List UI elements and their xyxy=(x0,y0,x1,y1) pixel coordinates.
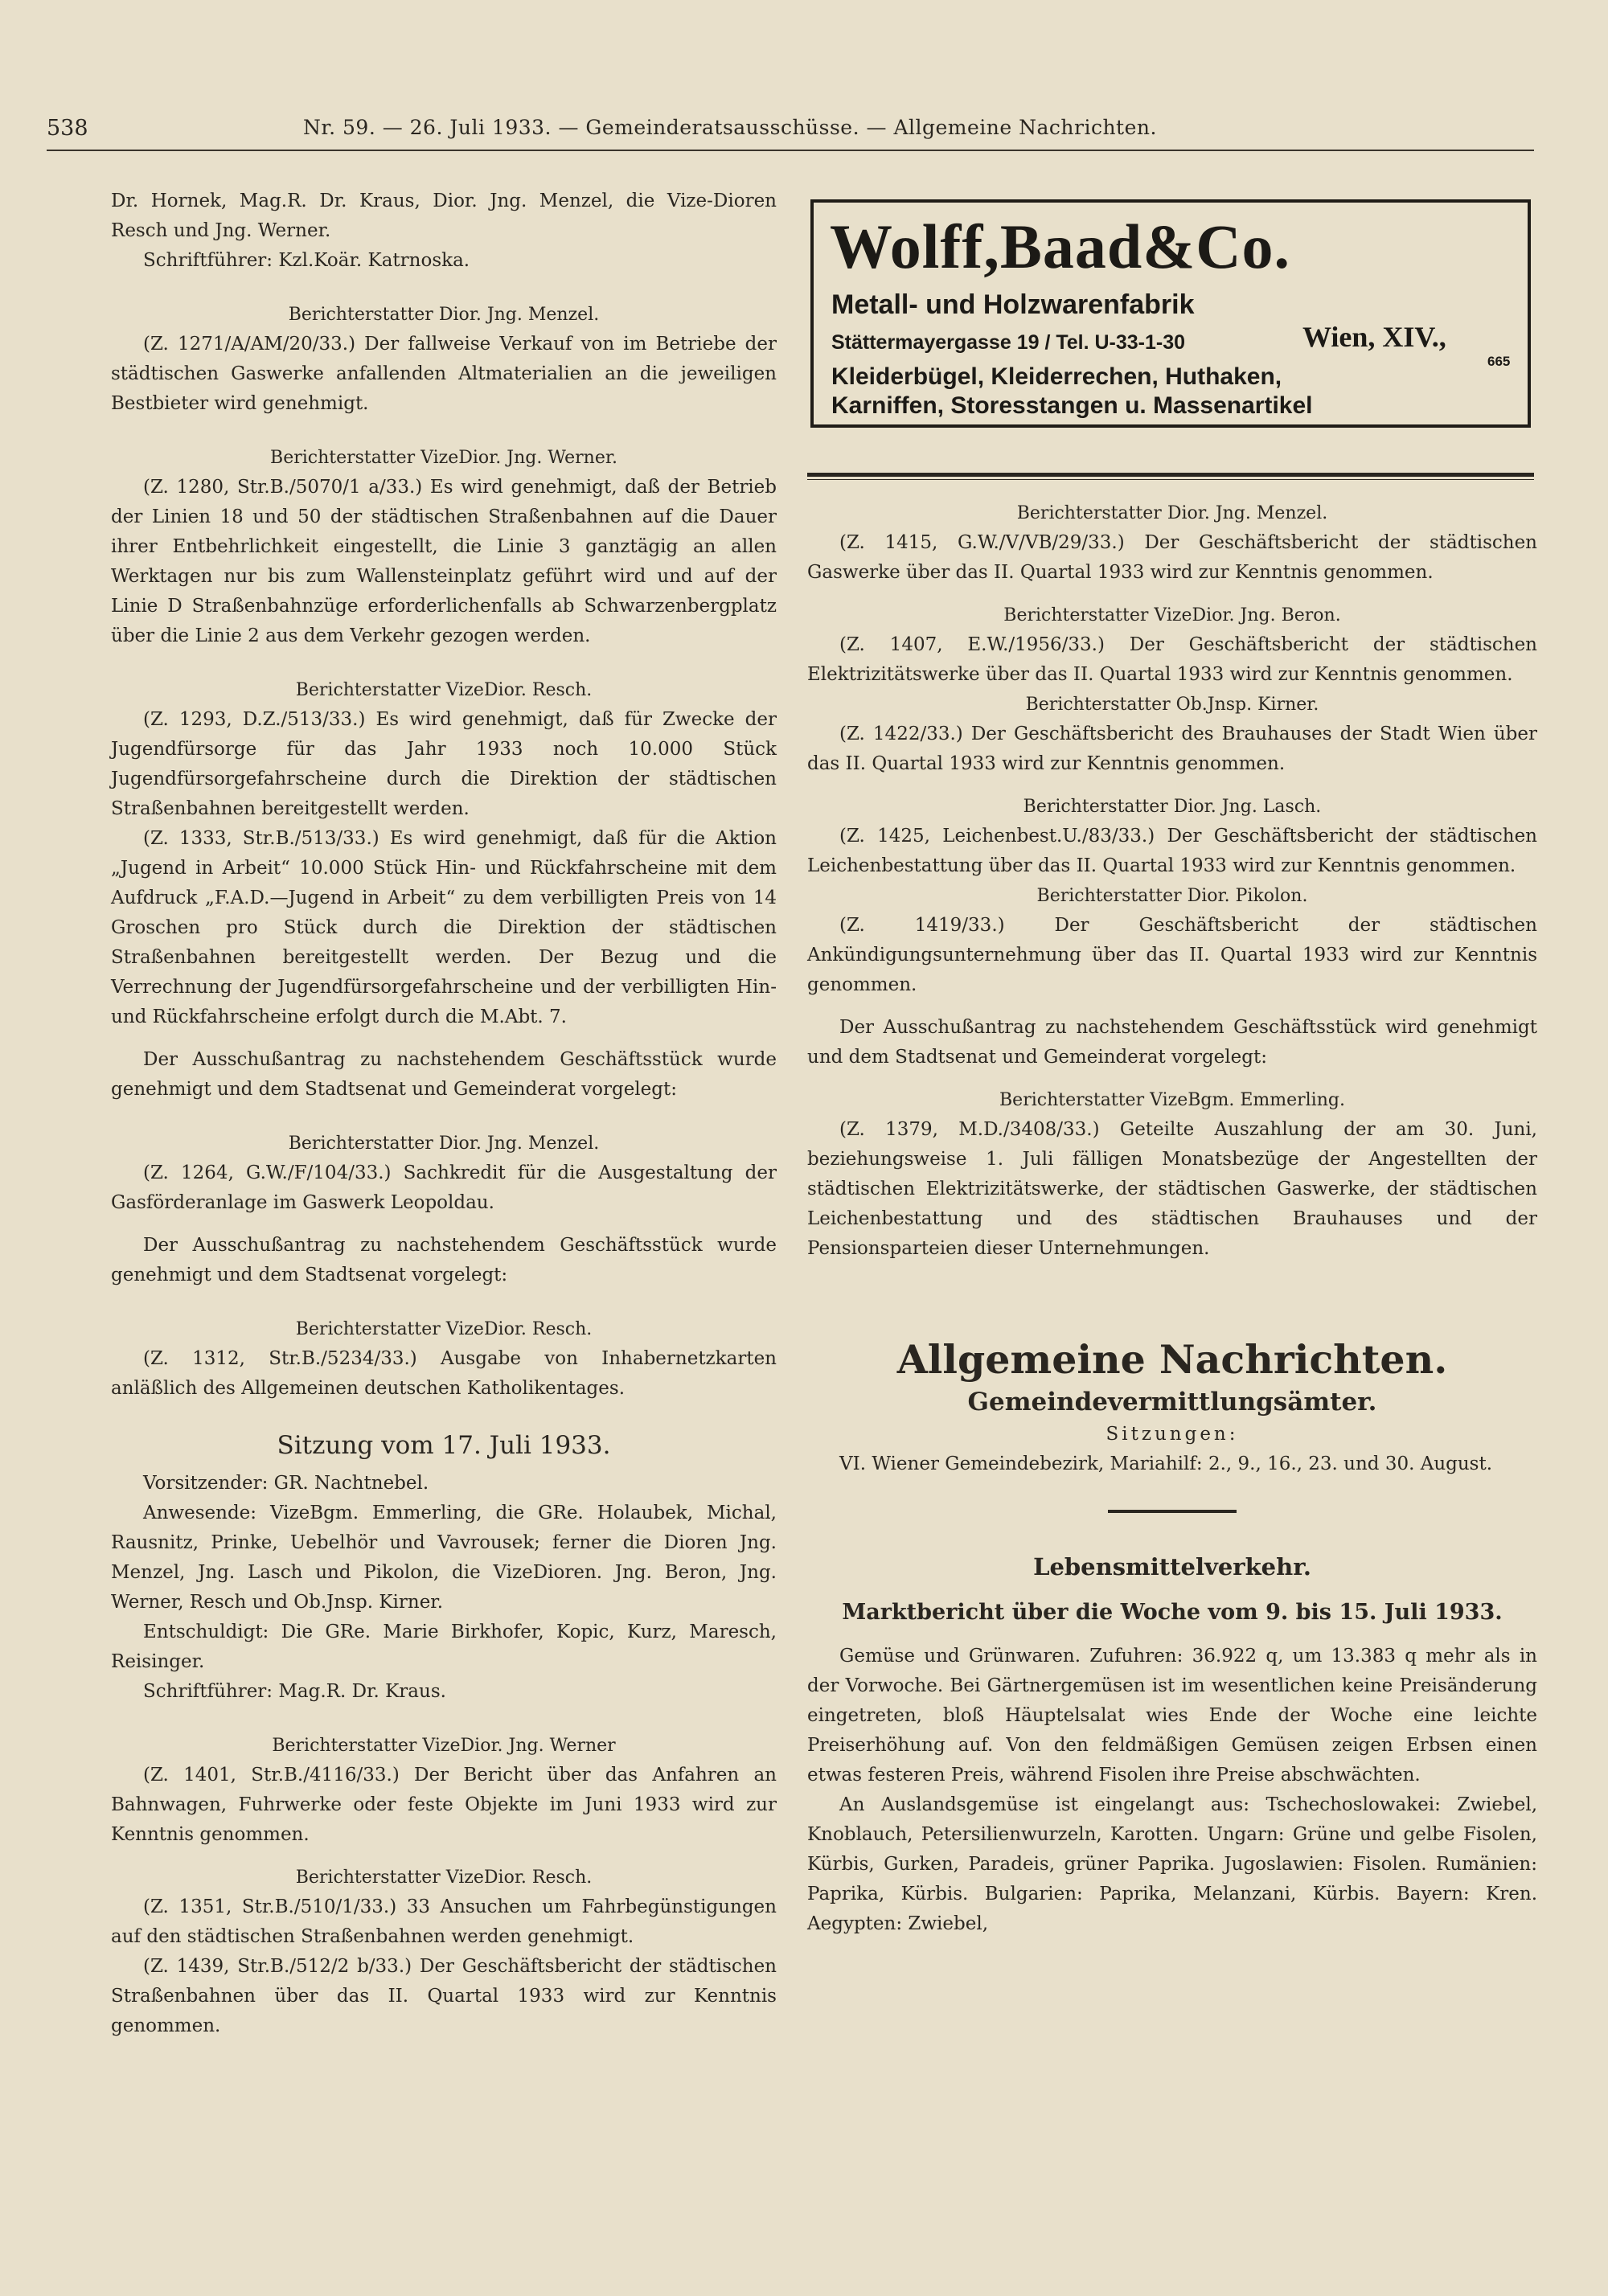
resolution-paragraph: (Z. 1264, G.W./F/104/33.) Sachkredit für die Ausgestaltung der Gasförderanlage im Gaswerk Leopoldau. xyxy=(111,1162,777,1213)
secretary-line: Schriftführer: Mag.R. Dr. Kraus. xyxy=(143,1681,446,1702)
divider xyxy=(807,479,1534,480)
resolution-paragraph: (Z. 1415, G.W./V/VB/29/33.) Der Geschäftsbericht der städtischen Gaswerke über das II. Quartal 1933 wird zur Kenntnis genommen. xyxy=(807,532,1537,583)
rapporteur-line: Berichterstatter VizeDior. Jng. Werner xyxy=(272,1736,616,1756)
resolution-paragraph: (Z. 1419/33.) Der Geschäftsbericht der städtischen Ankündigungsunternehmung über das II. Quartal 1933 wird zur Kenntnis genommen. xyxy=(807,915,1537,995)
ad-city: Wien, XIV., xyxy=(1302,321,1446,353)
rapporteur-line: Berichterstatter Dior. Jng. Menzel. xyxy=(288,305,600,325)
rapporteur-line: Berichterstatter Dior. Jng. Lasch. xyxy=(1023,797,1322,817)
rapporteur-line: Berichterstatter VizeDior. Resch. xyxy=(295,1868,593,1888)
resolution-paragraph: (Z. 1407, E.W./1956/33.) Der Geschäftsbericht der städtischen Elektrizitätswerke über das II. Quartal 1933 wird zur Kenntnis genommen. xyxy=(807,634,1537,685)
ad-subtitle: Metall- und Holzwarenfabrik xyxy=(831,289,1195,320)
page-header xyxy=(47,113,1534,151)
ad-address: Stättermayergasse 19 / Tel. U-33-1-30 xyxy=(831,331,1186,354)
resolution-paragraph: (Z. 1351, Str.B./510/1/33.) 33 Ansuchen um Fahrbegünstigungen auf den städtischen Straßenbahnen werden genehmigt. xyxy=(111,1896,777,1947)
session-dates: VI. Wiener Gemeindebezirk, Mariahilf: 2., 9., 16., 23. und 30. August. xyxy=(839,1453,1493,1474)
market-report-heading: Marktbericht über die Woche vom 9. bis 15. Juli 1933. xyxy=(842,1600,1503,1625)
committee-motion: Der Ausschußantrag zu nachstehendem Geschäftsstück wird genehmigt und dem Stadtsenat und Gemeinderat vorgelegt: xyxy=(807,1017,1537,1068)
rapporteur-line: Berichterstatter VizeDior. Jng. Beron. xyxy=(1003,605,1341,625)
chairman-line: Vorsitzender: GR. Nachtnebel. xyxy=(143,1473,429,1494)
right-column xyxy=(807,498,1537,1939)
ad-products-line: Kleiderbügel, Kleiderrechen, Huthaken, xyxy=(831,363,1282,390)
ad-products-line: Karniffen, Storesstangen u. Massenartikel xyxy=(831,392,1313,419)
ad-number: 665 xyxy=(1487,354,1511,369)
resolution-paragraph: (Z. 1401, Str.B./4116/33.) Der Bericht über das Anfahren an Bahnwagen, Fuhrwerke oder feste Objekte im Juni 1933 wird zur Kenntnis genommen. xyxy=(111,1765,777,1845)
attendees-continued: Dr. Hornek, Mag.R. Dr. Kraus, Dior. Jng. Menzel, die Vize-Dioren Resch und Jng. Werner. xyxy=(111,191,777,241)
ad-company-name: Wolff,Baad&Co. xyxy=(830,211,1291,281)
resolution-paragraph: (Z. 1379, M.D./3408/33.) Geteilte Auszahlung der am 30. Juni, beziehungsweise 1. Juli fälligen Monatsbezüge der Angestellten der städtischen Elektrizitätswerke, der städtischen Gaswerke, der städtischen Leichenbestattung und des städtischen Brauhauses und der Pensionsparteien dieser Unternehmungen. xyxy=(807,1119,1537,1259)
rapporteur-line: Berichterstatter Dior. Jng. Menzel. xyxy=(288,1134,600,1154)
section-heading: Allgemeine Nachrichten. xyxy=(896,1336,1448,1383)
resolution-paragraph: (Z. 1293, D.Z./513/33.) Es wird genehmigt, daß für Zwecke der Jugendfürsorge für das Jahr 1933 noch 10.000 Stück Jugendfürsorgefahrscheine durch die Direktion der städtischen Straßenbahnen bereitgestellt werden. xyxy=(111,709,777,819)
page-number: 538 xyxy=(47,116,88,141)
resolution-paragraph: (Z. 1312, Str.B./5234/33.) Ausgabe von Inhabernetzkarten anläßlich des Allgemeinen deutschen Katholikentages. xyxy=(111,1348,777,1399)
market-paragraph: An Auslandsgemüse ist eingelangt aus: Tschechoslowakei: Zwiebel, Knoblauch, Petersilienwurzeln, Karotten. Ungarn: Grüne und gelbe Fisolen, Kürbis, Gurken, Paradeis, grüner Paprika. Jugoslawien: Fisolen. Rumänien: Paprika, Kürbis. Bulgarien: Paprika, Melanzani, Kürbis. Bayern: Kren. Aegypten: Zwiebel, xyxy=(807,1794,1537,1934)
committee-motion: Der Ausschußantrag zu nachstehendem Geschäftsstück wurde genehmigt und dem Stadtsenat vorgelegt: xyxy=(111,1235,777,1285)
sessions-label: Sitzungen: xyxy=(1106,1424,1239,1445)
subsection-heading: Gemeindevermittlungsämter. xyxy=(967,1388,1377,1417)
rapporteur-line: Berichterstatter Dior. Jng. Menzel. xyxy=(1016,503,1328,523)
excused-line: Entschuldigt: Die GRe. Marie Birkhofer, Kopic, Kurz, Maresch, Reisinger. xyxy=(111,1622,777,1672)
resolution-paragraph: (Z. 1271/A/AM/20/33.) Der fallweise Verkauf von im Betriebe der städtischen Gaswerke anfallenden Altmaterialien an die jeweiligen Bestbieter wird genehmigt. xyxy=(111,334,777,414)
committee-motion: Der Ausschußantrag zu nachstehendem Geschäftsstück wurde genehmigt und dem Stadtsenat und Gemeinderat vorgelegt: xyxy=(111,1049,777,1100)
advertisement xyxy=(810,199,1531,428)
session-heading: Sitzung vom 17. Juli 1933. xyxy=(277,1431,611,1460)
rapporteur-line: Berichterstatter VizeDior. Resch. xyxy=(295,1319,593,1339)
divider xyxy=(807,473,1534,477)
left-column xyxy=(111,187,777,2041)
rapporteur-line: Berichterstatter VizeBgm. Emmerling. xyxy=(999,1090,1345,1110)
rapporteur-line: Berichterstatter VizeDior. Resch. xyxy=(295,680,593,700)
market-paragraph: Gemüse und Grünwaren. Zufuhren: 36.922 q, um 13.383 q mehr als in der Vorwoche. Bei Gärtnergemüsen ist im wesentlichen keine Preisänderung eingetreten, bloß Häuptelsalat wies Ende der Woche eine leichte Preiserhöhung auf. Von den feldmäßigen Gemüsen zeigen Erbsen einen etwas festeren Preis, während Fisolen ihre Preise abschwächten. xyxy=(807,1646,1537,1786)
rapporteur-line: Berichterstatter Ob.Jnsp. Kirner. xyxy=(1025,695,1319,715)
resolution-paragraph: (Z. 1333, Str.B./513/33.) Es wird genehmigt, daß für die Aktion „Jugend in Arbeit“ 10.000 Stück Hin- und Rückfahrscheine mit dem Aufdruck „F.A.D.—Jugend in Arbeit“ zu dem verbilligten Preis von 14 Groschen pro Stück durch die Direktion der städtischen Straßenbahnen bereitgestellt werden. Der Bezug und die Verrechnung der Jugendfürsorgefahrscheine und der verbilligten Hin- und Rückfahrscheine erfolgt durch die M.Abt. 7. xyxy=(111,828,777,1027)
rapporteur-line: Berichterstatter VizeDior. Jng. Werner. xyxy=(270,448,617,468)
spacer xyxy=(807,1264,1537,1335)
resolution-paragraph: (Z. 1422/33.) Der Geschäftsbericht des Brauhauses der Stadt Wien über das II. Quartal 1933 wird zur Kenntnis genommen. xyxy=(807,724,1537,774)
subsection-heading: Lebensmittelverkehr. xyxy=(1033,1553,1311,1581)
resolution-paragraph: (Z. 1439, Str.B./512/2 b/33.) Der Geschäftsbericht der städtischen Straßenbahnen über das II. Quartal 1933 wird zur Kenntnis genommen. xyxy=(111,1956,777,2036)
secretary-line: Schriftführer: Kzl.Koär. Katrnoska. xyxy=(143,250,470,271)
rapporteur-line: Berichterstatter Dior. Pikolon. xyxy=(1036,886,1308,906)
running-head: Nr. 59. — 26. Juli 1933. — Gemeinderatsausschüsse. — Allgemeine Nachrichten. xyxy=(303,116,1157,139)
resolution-paragraph: (Z. 1280, Str.B./5070/1 a/33.) Es wird genehmigt, daß der Betrieb der Linien 18 und 50 der städtischen Straßenbahnen auf die Dauer ihrer Entbehrlichkeit eingestellt, die Linie 3 ganztägig an allen Werktagen nur bis zum Wallensteinplatz geführt wird und auf der Linie D Straßenbahnzüge erforderlichenfalls ab Schwarzenbergplatz über die Linie 2 aus dem Verkehr gezogen werden. xyxy=(111,477,777,646)
divider xyxy=(1108,1510,1237,1513)
attendees-line: Anwesende: VizeBgm. Emmerling, die GRe. Holaubek, Michal, Rausnitz, Prinke, Uebelhör und Vavrousek; ferner die Dioren Jng. Menzel, Jng. Lasch und Pikolon, die VizeDioren. Jng. Beron, Jng. Werner, Resch und Ob.Jnsp. Kirner. xyxy=(111,1503,777,1613)
resolution-paragraph: (Z. 1425, Leichenbest.U./83/33.) Der Geschäftsbericht der städtischen Leichenbestattung über das II. Quartal 1933 wird zur Kenntnis genommen. xyxy=(807,826,1537,876)
